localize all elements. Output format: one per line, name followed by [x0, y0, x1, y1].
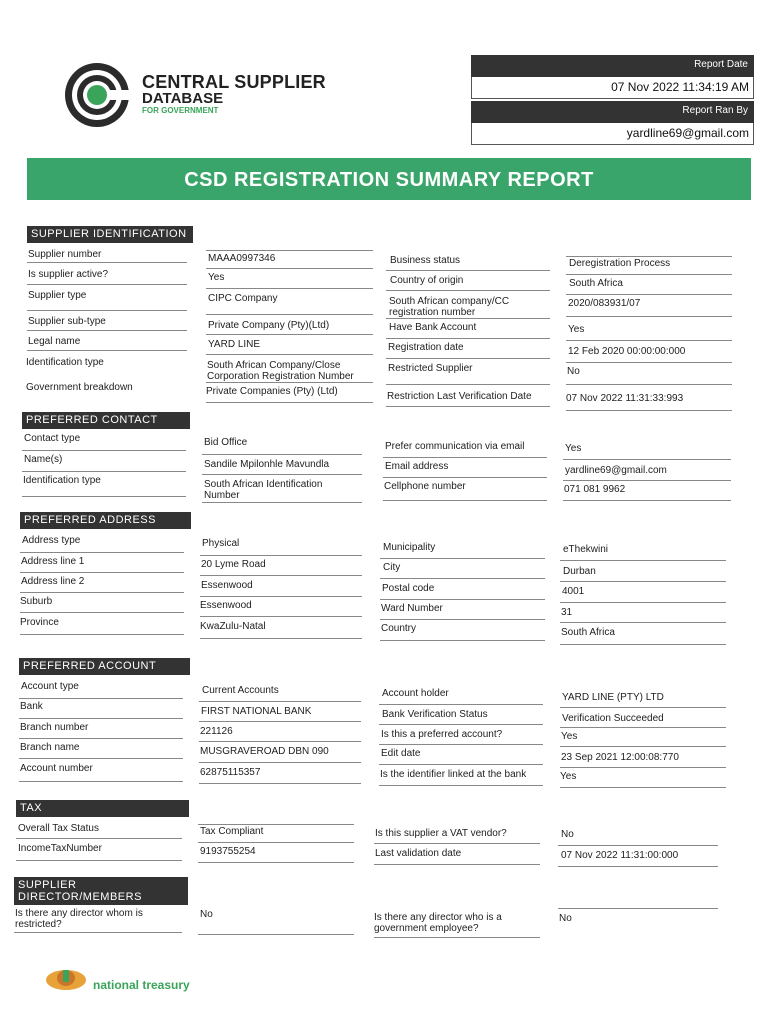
field-label: Restriction Last Verification Date	[387, 391, 532, 402]
field-label: Restricted Supplier	[388, 363, 473, 374]
divider	[558, 908, 718, 909]
divider	[380, 578, 545, 579]
field-label: Account type	[21, 681, 79, 692]
report-date-box	[471, 55, 754, 99]
field-label: Suburb	[20, 596, 53, 607]
report-date-label: Report Date	[471, 55, 754, 77]
field-label: Branch number	[20, 722, 89, 733]
field-value: YARD LINE	[208, 339, 261, 350]
divider	[202, 502, 362, 503]
divider	[380, 619, 545, 620]
report-ran-by-label: Report Ran By	[471, 101, 754, 123]
divider	[379, 724, 543, 725]
field-label: Address line 1	[21, 556, 85, 567]
divider	[374, 864, 540, 865]
field-label: Prefer communication via email	[385, 441, 525, 452]
field-label: Identification type	[23, 475, 101, 486]
section-preferred-account: PREFERRED ACCOUNT	[19, 658, 190, 675]
divider	[560, 787, 726, 788]
field-label: Bank	[20, 701, 43, 712]
divider	[383, 500, 547, 501]
divider	[560, 622, 726, 623]
divider	[380, 558, 545, 559]
field-value: Private Companies (Pty) (Ltd)	[206, 386, 338, 397]
field-value: Essenwood	[200, 600, 252, 611]
field-label: Overall Tax Status	[18, 823, 99, 834]
field-label: Province	[20, 617, 59, 628]
divider	[560, 644, 726, 645]
field-value: Sandile Mpilonhle Mavundla	[204, 459, 330, 470]
divider	[27, 330, 187, 331]
field-label: South African company/CC registration number	[389, 296, 510, 318]
divider	[198, 842, 354, 843]
field-value: Yes	[568, 324, 585, 335]
divider	[560, 727, 726, 728]
divider	[200, 616, 362, 617]
divider	[22, 496, 186, 497]
field-label: Edit date	[381, 748, 421, 759]
field-label: Government breakdown	[26, 382, 133, 393]
field-label: Country of origin	[390, 275, 464, 286]
divider	[20, 634, 184, 635]
divider	[206, 402, 373, 403]
report-date-value: 07 Nov 2022 11:34:19 AM	[471, 77, 754, 99]
divider	[560, 707, 726, 708]
field-value: 20 Lyme Road	[201, 559, 266, 570]
field-label: Contact type	[24, 433, 81, 444]
divider	[206, 268, 373, 269]
field-value: 9193755254	[200, 846, 256, 857]
field-label: IncomeTaxNumber	[18, 843, 102, 854]
divider	[380, 599, 545, 600]
field-value: 62875115357	[200, 767, 261, 778]
field-value: KwaZulu-Natal	[200, 621, 266, 632]
field-label: Is there any director who is a government employee?	[374, 912, 502, 934]
field-value: 2020/083931/07	[568, 298, 641, 309]
divider	[386, 290, 550, 291]
field-label: Address line 2	[21, 576, 85, 587]
divider	[386, 406, 550, 407]
divider	[20, 572, 184, 573]
field-value: Private Company (Pty)(Ltd)	[208, 320, 330, 331]
divider	[374, 937, 540, 938]
field-label: Name(s)	[24, 454, 63, 465]
field-label: Cellphone number	[384, 481, 466, 492]
divider	[200, 575, 362, 576]
field-value: No	[561, 829, 574, 840]
divider	[202, 454, 362, 455]
divider	[383, 477, 547, 478]
field-value: 07 Nov 2022 11:31:33:993	[566, 393, 684, 404]
divider	[20, 612, 184, 613]
divider	[566, 340, 732, 341]
field-value: No	[200, 909, 213, 920]
field-label: Address type	[22, 535, 81, 546]
divider	[20, 552, 184, 553]
field-value: FIRST NATIONAL BANK	[201, 706, 312, 717]
divider	[566, 362, 732, 363]
divider	[198, 934, 354, 935]
field-value: Yes	[208, 272, 225, 283]
field-value: South African Company/Close Corporation Registration Number	[207, 360, 354, 382]
field-value: Yes	[561, 731, 578, 742]
divider	[566, 294, 732, 295]
divider	[199, 741, 361, 742]
divider	[27, 310, 187, 311]
divider	[379, 785, 543, 786]
field-value: Yes	[565, 443, 582, 454]
field-value: No	[567, 366, 580, 377]
field-label: Registration date	[388, 342, 464, 353]
divider	[14, 932, 182, 933]
divider	[379, 764, 543, 765]
field-value: 31	[561, 607, 573, 618]
field-label: Is supplier active?	[28, 269, 109, 280]
field-label: City	[383, 562, 401, 573]
field-label: Legal name	[28, 336, 81, 347]
divider	[386, 318, 550, 319]
divider	[558, 845, 718, 846]
field-label: Bank Verification Status	[382, 709, 488, 720]
divider	[563, 500, 731, 501]
divider	[380, 640, 545, 641]
field-value: Yes	[560, 771, 577, 782]
divider	[379, 704, 543, 705]
field-value: 4001	[562, 586, 585, 597]
national-treasury-emblem-icon	[44, 966, 88, 992]
divider	[563, 480, 731, 481]
divider	[566, 316, 732, 317]
section-supplier-identification: SUPPLIER IDENTIFICATION	[27, 226, 193, 243]
divider	[206, 314, 373, 315]
divider	[27, 284, 187, 285]
field-label: Is this a preferred account?	[381, 729, 503, 740]
divider	[560, 746, 726, 747]
field-label: Postal code	[382, 583, 435, 594]
field-label: Ward Number	[381, 603, 443, 614]
divider	[22, 450, 186, 451]
divider	[202, 474, 362, 475]
divider	[16, 838, 182, 839]
field-label: Last validation date	[375, 848, 462, 859]
field-value: 221126	[200, 726, 233, 737]
divider	[27, 262, 187, 263]
divider	[386, 338, 550, 339]
field-label: Identification type	[26, 357, 104, 368]
divider	[199, 762, 361, 763]
divider	[200, 555, 362, 556]
divider	[206, 354, 373, 355]
divider	[19, 718, 183, 719]
divider	[20, 592, 184, 593]
divider	[19, 758, 183, 759]
section-preferred-contact: PREFERRED CONTACT	[22, 412, 190, 429]
divider	[566, 256, 732, 257]
divider	[374, 843, 540, 844]
divider	[383, 457, 547, 458]
divider	[199, 721, 361, 722]
field-value: Essenwood	[201, 580, 253, 591]
field-value: Durban	[563, 566, 596, 577]
footer-national-treasury: national treasury	[93, 978, 190, 992]
divider	[200, 596, 362, 597]
field-value: Verification Succeeded	[562, 713, 664, 724]
field-value: Deregistration Process	[569, 258, 671, 269]
field-label: Business status	[390, 255, 461, 266]
field-value: 07 Nov 2022 11:31:00:000	[561, 850, 679, 861]
divider	[199, 701, 361, 702]
field-label: Supplier number	[28, 249, 102, 260]
divider	[566, 410, 732, 411]
field-value: YARD LINE (PTY) LTD	[562, 692, 664, 703]
field-value: MUSGRAVEROAD DBN 090	[200, 746, 329, 757]
field-value: South Africa	[569, 278, 623, 289]
field-value: yardline69@gmail.com	[565, 465, 667, 476]
report-ran-by-box	[471, 101, 754, 145]
field-label: Supplier sub-type	[28, 316, 106, 327]
divider	[19, 698, 183, 699]
logo-subtitle: FOR GOVERNMENT	[142, 106, 219, 115]
section-supplier-directors	[14, 877, 188, 905]
divider	[386, 358, 550, 359]
field-label: Is this supplier a VAT vendor?	[375, 828, 507, 839]
divider	[198, 824, 354, 825]
field-label: Email address	[385, 461, 449, 472]
field-label: Supplier type	[28, 290, 87, 301]
divider	[206, 288, 373, 289]
field-value: South African Identification Number	[204, 479, 323, 501]
divider	[206, 250, 373, 251]
field-value: Current Accounts	[202, 685, 279, 696]
divider	[560, 560, 726, 561]
divider	[558, 866, 718, 867]
field-label: Municipality	[383, 542, 436, 553]
divider	[22, 471, 186, 472]
section-preferred-address: PREFERRED ADDRESS	[20, 512, 191, 529]
report-title: CSD REGISTRATION SUMMARY REPORT	[27, 158, 751, 200]
divider	[386, 384, 550, 385]
field-value: No	[559, 913, 572, 924]
divider	[206, 334, 373, 335]
field-value: Bid Office	[204, 437, 248, 448]
divider	[560, 767, 726, 768]
field-value: CIPC Company	[208, 293, 278, 304]
field-label: Is the identifier linked at the bank	[380, 769, 527, 780]
divider	[563, 459, 731, 460]
field-value: South Africa	[561, 627, 615, 638]
field-label: Country	[381, 623, 417, 634]
report-ran-by-value: yardline69@gmail.com	[471, 123, 754, 145]
field-label: Have Bank Account	[389, 322, 477, 333]
divider	[560, 602, 726, 603]
divider	[566, 384, 732, 385]
csd-logo-icon	[62, 62, 132, 128]
divider	[200, 638, 362, 639]
field-label: Is there any director whom is restricted?	[15, 908, 143, 930]
divider	[206, 382, 373, 383]
divider	[566, 274, 732, 275]
logo-title-line2: DATABASE	[142, 90, 224, 107]
divider	[19, 781, 183, 782]
divider	[27, 350, 187, 351]
section-heading-line2: DIRECTOR/MEMBERS	[18, 891, 142, 903]
section-heading-line1: SUPPLIER	[18, 879, 77, 891]
divider	[16, 860, 182, 861]
field-value: Physical	[202, 538, 240, 549]
divider	[379, 744, 543, 745]
divider	[199, 783, 361, 784]
divider	[560, 581, 726, 582]
section-tax: TAX	[16, 800, 189, 817]
divider	[198, 862, 354, 863]
field-value: 23 Sep 2021 12:00:08:770	[561, 752, 679, 763]
field-value: MAAA0997346	[208, 253, 276, 264]
field-value: eThekwini	[563, 544, 609, 555]
field-value: 071 081 9962	[564, 484, 626, 495]
field-value: Tax Compliant	[200, 826, 264, 837]
divider	[19, 738, 183, 739]
divider	[386, 270, 550, 271]
field-value: 12 Feb 2020 00:00:00:000	[568, 346, 686, 357]
field-label: Account number	[20, 763, 93, 774]
field-label: Account holder	[382, 688, 449, 699]
field-label: Branch name	[20, 742, 80, 753]
logo-title-line1: CENTRAL SUPPLIER	[142, 72, 326, 92]
